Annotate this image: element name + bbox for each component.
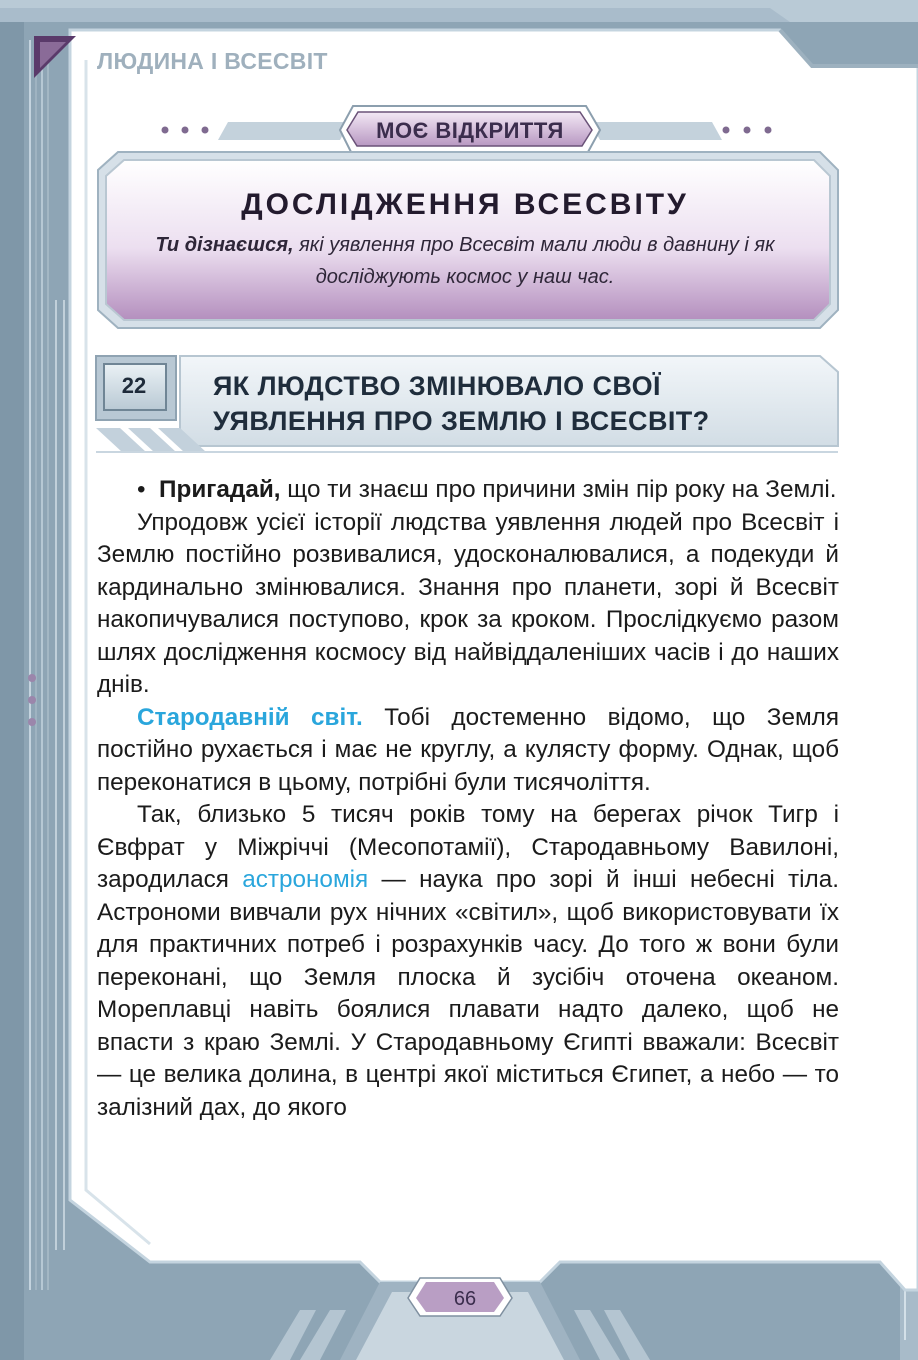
recall-bullet: • xyxy=(137,476,146,503)
recall-bold: Пригадай, xyxy=(159,476,281,503)
discovery-lead xyxy=(110,229,820,293)
paragraph-2 xyxy=(97,702,839,800)
lesson-title-line2: УЯВЛЕННЯ ПРО ЗЕМЛЮ І ВСЕСВІТ? xyxy=(213,406,710,436)
body-text xyxy=(97,474,839,1124)
paragraph-3-before: Так, близько 5 тисяч років тому на берегах річок Тигр і Євфрат у Міжріччі (Месопотамії), Стародавньому Вавилоні, зародилася xyxy=(97,801,839,893)
astronomy-term-link[interactable]: астрономія xyxy=(242,866,369,893)
discovery-lead-bold: Ти дізнаєшся, xyxy=(155,234,294,256)
lesson-title xyxy=(213,369,823,439)
paragraph-3 xyxy=(97,799,839,1124)
section-tab-label: МОЄ ВІДКРИТТЯ xyxy=(376,118,564,143)
paragraph-1: Упродовж усієї історії людства уявлення людей про Всесвіт і Землю постійно розвивалися, удосконалювалися, а подекуди й кардинально змінювалися. Знання про планети, зорі й Всесвіт накопичувалися поступово, крок за кроком. Прослідкуємо разом шлях дослідження космосу від найвіддаленіших часів і до наших днів. xyxy=(97,508,839,698)
lesson-number-badge: 22 xyxy=(121,373,147,398)
discovery-title: ДОСЛІДЖЕННЯ ВСЕСВІТУ xyxy=(241,188,689,221)
discovery-lead-text: які уявлення про Всесвіт мали люди в давнину і як досліджують космос у наш час. xyxy=(293,234,775,288)
ancient-world-term: Стародавній світ. xyxy=(137,703,363,731)
lesson-title-line1: ЯК ЛЮДСТВО ЗМІНЮВАЛО СВОЇ xyxy=(213,371,661,401)
running-header: ЛЮДИНА І ВСЕСВІТ xyxy=(97,48,328,74)
recall-paragraph xyxy=(97,474,839,507)
page-number: 66 xyxy=(453,1288,477,1310)
recall-text: що ти знаєш про причини змін пір року на Землі. xyxy=(280,476,837,503)
paragraph-2-text: Тобі достеменно відомо, що Земля постійно рухається і має не круглу, а кулясту форму. Однак, щоб переконатися в цьому, потрібні були тисячоліття. xyxy=(97,703,839,796)
paragraph-3-after: — наука про зорі й інші небесні тіла. Астрономи вивчали рух нічних «світил», щоб використовувати їх для практичних потреб і розрахунків часу. До того ж вони були переконані, що Земля плоска й зусібіч оточена океаном. Мореплавці навіть боялися плавати надто далеко, щоб не впасти з краю Землі. У Стародавньому Єгипті вважали: Всесвіт — це велика долина, в центрі якої міститься Єгипет, а небо — то залізний дах, до якого xyxy=(97,866,839,1121)
